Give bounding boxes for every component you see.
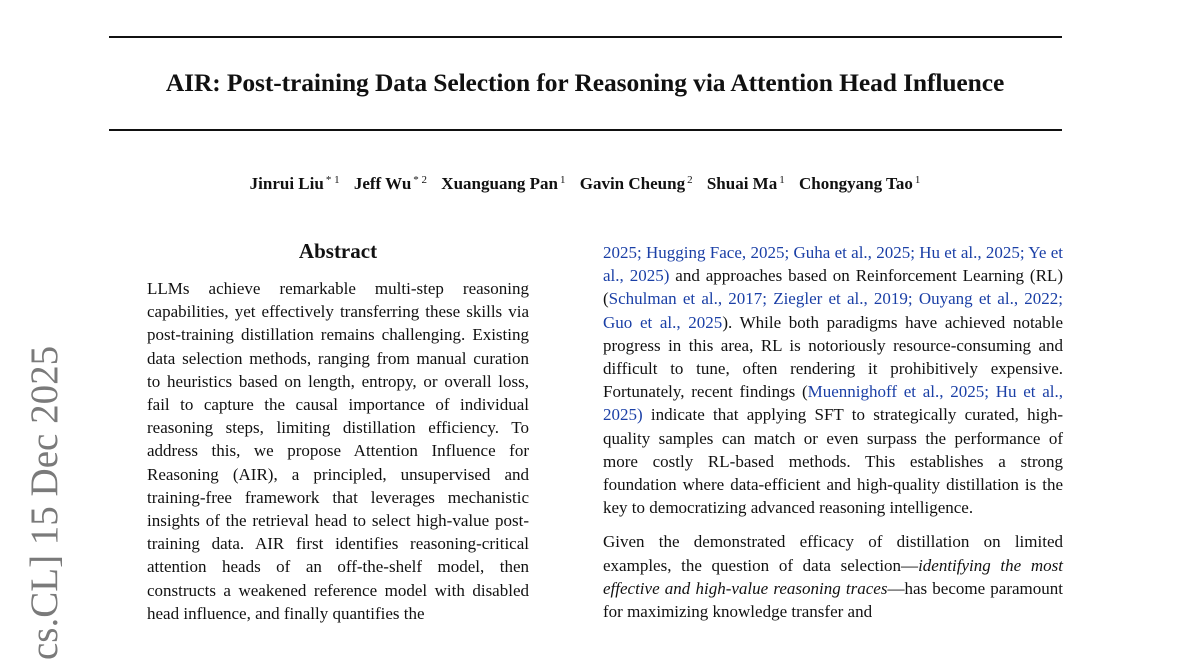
intro-paragraph-1: 2025; Hugging Face, 2025; Guha et al., 2025; Hu et al., 2025; Ye et al., 2025) and approaches based on Reinforcement Learning (RL) (Schulman et al., 2017; Ziegler et al., 2019; Ouyang et al., 2022; Guo et al., 2025). While both paradigms have achieved notable progress in this area, RL is notoriously resource-consuming and difficult to tune, often rendering it prohibitively expensive. Fortunately, recent findings (Muennighoff et al., 2025; Hu et al., 2025) indicate that applying SFT to strategically curated, high-quality samples can match or even surpass the performance of more costly RL-based methods. This establishes a strong foundation where data-efficient and high-quality distillation is the key to democratizing advanced reasoning intelligence. xyxy=(603,243,1063,518)
paper-title: AIR: Post-training Data Selection for Reasoning via Attention Head Influence xyxy=(165,68,1005,97)
abstract-heading: Abstract xyxy=(298,239,378,263)
author: Jeff Wu $^{* 2}$ xyxy=(353,174,428,193)
intro-column xyxy=(603,241,1063,623)
author: Shuai Ma $^1$ xyxy=(706,174,785,193)
author-list xyxy=(0,174,1170,194)
author: Jinrui Liu $^{* 1}$ xyxy=(249,174,340,193)
intro-paragraph-2: Given the demonstrated efficacy of distillation on limited examples, the question of data selection—identifying the most effective and high-value reasoning traces—has become paramount for maximizing knowledge transfer and xyxy=(603,532,1064,622)
abstract-text: LLMs achieve remarkable multi-step reasoning capabilities, yet effectively transferring these skills via post-training distillation remains challenging. Existing data selection methods, ranging from manual curation to heuristics based on length, entropy, or overall loss, fail to capture the causal importance of individual reasoning steps, limiting distillation efficiency. To address this, we propose Attention Influence for Reasoning (AIR), a principled, unsupervised and training-free framework that leverages mechanistic insights of the retrieval head to select high-value post-training data. AIR first identifies reasoning-critical attention heads of an off-the-shelf model, then constructs a weakened reference model with disabled head influence, and finally quantifies the xyxy=(147,279,529,623)
citation-link[interactable]: 2025; Hugging Face, 2025; Guha et al., 2025; Hu et al., 2025; Ye et al., 2025) xyxy=(603,243,1063,286)
title-top-rule xyxy=(109,36,1062,38)
author: Gavin Cheung $^2$ xyxy=(579,174,693,193)
arxiv-side-stamp: cs.CL] 15 Dec 2025 xyxy=(23,345,66,660)
author: Chongyang Tao $^1$ xyxy=(798,174,921,193)
title-bottom-rule xyxy=(109,129,1062,131)
author: Xuanguang Pan $^1$ xyxy=(441,174,566,193)
citation-link[interactable]: Muennighoff et al., 2025; Hu et al., 2025) xyxy=(603,382,1063,425)
citation-link[interactable]: Schulman et al., 2017; Ziegler et al., 2019; Ouyang et al., 2022; Guo et al., 2025 xyxy=(603,289,1063,332)
abstract-column xyxy=(147,277,529,625)
